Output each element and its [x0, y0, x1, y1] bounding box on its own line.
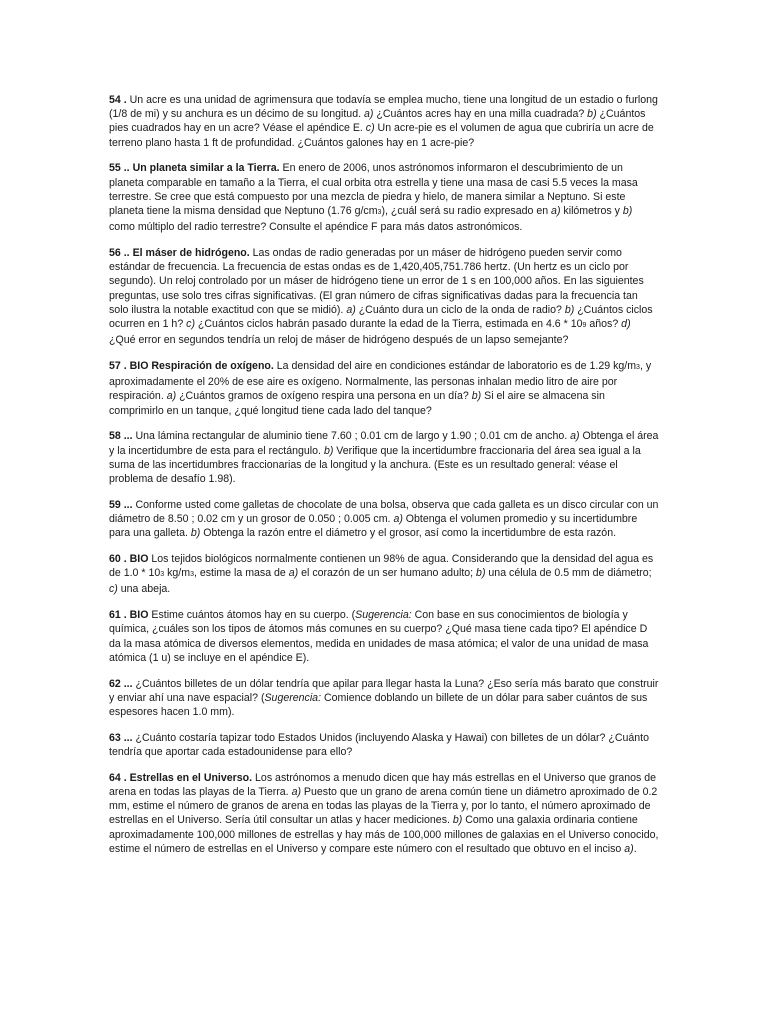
problem-text: . [633, 842, 637, 855]
problem-63 [109, 731, 659, 759]
problem-61 [109, 608, 659, 665]
part-label: c) [109, 583, 118, 596]
problem-text: Comience doblando un billete de un dólar para saber cuántos de sus espesores hacen 1.0 mm). [109, 691, 648, 719]
part-label: a) [393, 513, 403, 526]
problem-text: Verifique que la incertidumbre fraccionaria del área sea igual a la suma de las incertidumbres fraccionarias de la longitud y la anchura. (Este es un resultado general: véase el problema de desafío 1.98). [109, 444, 641, 486]
problem-text: ¿Cuántos gramos de oxígeno respira una persona en un día? [176, 390, 472, 403]
power-exponent: 3 [160, 571, 165, 579]
problem-text: Estime cuántos átomos hay en su cuerpo. ( [148, 609, 356, 622]
problem-title: BIO [126, 553, 149, 566]
part-label: a) [291, 786, 301, 799]
part-label: b) [622, 205, 633, 218]
problem-number: 57 . [109, 360, 127, 373]
problem-text: Conforme usted come galletas de chocolate de una bolsa, observa que cada galleta es un disco circular con un diámetro de 8.50 ; 0.02 cm y un grosor de 0.050 ; 0.005 cm. [109, 498, 659, 526]
part-label: a) [570, 430, 580, 443]
problem-text: En enero de 2006, unos astrónomos informaron el descubrimiento de un planeta comparable en tamaño a la Tierra, el cual orbita otra estrella y tiene una masa de casi 5.5 veces la masa terrestre. Se cree que está compuesto por una mezcla de piedra y hielo, de manera similar a Neptuno. Si este planeta tiene la misma densidad que Neptuno (1.76 g/cm [109, 162, 638, 218]
part-label: a) [346, 303, 356, 316]
problem-number: 62 ... [109, 677, 133, 690]
part-label: b) [190, 527, 201, 540]
problem-text: Obtenga la razón entre el diámetro y el grosor, así como la incertidumbre de esta razón. [200, 527, 617, 540]
problem-number: 59 ... [109, 498, 133, 511]
problem-text: Obtenga el volumen promedio y su incertidumbre para una galleta. [109, 513, 638, 540]
part-label: d) [621, 318, 631, 331]
problem-58 [109, 429, 659, 486]
problem-text: Los astrónomos a menudo dicen que hay más estrellas en el Universo que granos de arena en todas las playas de la Tierra. [109, 771, 657, 799]
problem-text: kg/m [164, 567, 191, 580]
part-label: b) [564, 303, 575, 316]
problem-54 [109, 93, 659, 150]
problem-number: 55 .. [109, 162, 130, 175]
problem-number: 58 ... [109, 430, 133, 443]
problem-text: una abeja. [117, 583, 171, 596]
part-label: b) [323, 444, 334, 457]
problem-57 [109, 359, 659, 418]
problem-56 [109, 246, 659, 347]
problem-text: , estime la masa de [193, 567, 289, 580]
part-label: b) [476, 567, 486, 580]
problem-title: Estrellas en el Universo. [126, 771, 253, 784]
problem-text: Las ondas de radio generadas por un máser de hidrógeno pueden servir como estándar de frecuencia. La frecuencia de estas ondas es de 1,420,405,751.786 hertz. (Un hertz es un ciclo por segundo). Un reloj controlado por un máser de hidrógeno tiene un error de 1 s en 100,000 años. En las siguientes preguntas, use solo tres cifras significativas. (El gran número de cifras significativas dadas para la frecuencia tan solo ilustra la notable exactitud con que se midió). [109, 247, 644, 316]
problem-text: como múltiplo del radio terrestre? Consulte el apéndice F para más datos astronómicos. [109, 221, 523, 234]
problem-text: ¿Cuántos acres hay en una milla cuadrada? [373, 108, 588, 121]
problem-text: Los tejidos biológicos normalmente contienen un 98% de agua. Considerando que la densidad del agua es de 1.0 * 10 [109, 553, 654, 580]
problem-text: Un acre es una unidad de agrimensura que todavía se emplea mucho, tiene una longitud de un estadio o furlong (1/8 de mi) y su anchura es un décimo de su longitud. [109, 94, 658, 121]
problem-text: una célula de 0.5 mm de diámetro; [485, 567, 652, 580]
problem-text: Una lámina rectangular de aluminio tiene 7.60 ; 0.01 cm de largo y 1.90 ; 0.01 cm de ancho. [132, 430, 571, 443]
problem-text: ), ¿cuál será su radio expresado en [381, 205, 552, 218]
problem-text: ¿Cuántos ciclos ocurren en 1 h? [109, 303, 653, 331]
hint-label: Sugerencia: [264, 691, 322, 704]
problem-text: ¿Cuánto dura un ciclo de la onda de radio? [355, 303, 565, 316]
problem-60 [109, 552, 659, 597]
problem-number: 60 . [109, 553, 127, 566]
problem-text: Puesto que un grano de arena común tiene un diámetro aproximado de 0.2 mm, estime el número de granos de arena en todas las playas de la Tierra y, por lo tanto, el número aproximado de estrellas en el Universo. Sería útil consultar un atlas y hacer mediciones. [109, 786, 658, 827]
problem-title: Un planeta similar a la Tierra. [129, 162, 280, 175]
problem-title: El máser de hidrógeno. [129, 247, 250, 260]
problem-64 [109, 771, 659, 856]
problem-text: ¿Qué error en segundos tendría un reloj de máser de hidrógeno después de un lapso semejante? [109, 334, 569, 347]
problem-number: 54 . [109, 94, 127, 106]
problem-55 [109, 161, 659, 234]
problem-title: BIO Respiración de oxígeno. [126, 360, 274, 373]
unit-exponent: 3 [377, 209, 382, 217]
problem-number: 64 . [109, 771, 127, 784]
problem-text: ¿Cuánto costaría tapizar todo Estados Unidos (incluyendo Alaska y Hawai) con billetes de un dólar? ¿Cuánto tendría que aportar cada estadounidense para ello? [109, 731, 649, 759]
problem-number: 56 .. [109, 247, 130, 260]
problem-text: kilómetros y [560, 205, 623, 218]
hint-label: Sugerencia: [355, 609, 412, 622]
problem-number: 61 . [109, 609, 127, 622]
problem-62 [109, 677, 659, 720]
part-label: a) [166, 390, 177, 403]
document-page [109, 93, 659, 868]
part-label: a) [624, 842, 634, 855]
problem-text: años? [586, 318, 622, 331]
unit-exponent: 3 [190, 571, 194, 579]
problem-number: 63 ... [109, 731, 133, 744]
problem-text: Si el aire se almacena sin comprimirlo en un tanque, ¿qué longitud tiene cada lado del tanque? [109, 390, 605, 417]
problem-text: Como una galaxia ordinaria contiene aproximadamente 100,000 millones de estrellas y hay más de 100,000 millones de galaxias en el Universo conocido, estime el número de estrellas en el Universo y compare este número con el resultado que obtuvo en el inciso [109, 814, 659, 855]
part-label: a) [363, 108, 374, 121]
problem-text: el corazón de un ser humano adulto; [298, 567, 477, 580]
part-label: b) [452, 814, 463, 827]
problem-text: ¿Cuántos billetes de un dólar tendría que apilar para llegar hasta la Luna? ¿Eso sería más barato que construir y enviar ahí una nave espacial? ( [109, 677, 659, 704]
problem-title: BIO [126, 609, 149, 622]
part-label: b) [471, 390, 482, 403]
part-label: a) [288, 567, 299, 580]
problem-text: La densidad del aire en condiciones estándar de laboratorio es de 1.29 kg/m [273, 360, 637, 373]
part-label: c) [186, 318, 195, 331]
power-exponent: 9 [582, 322, 587, 330]
part-label: c) [365, 122, 375, 135]
problem-text: ¿Cuántos pies cuadrados hay en un acre? Véase el apéndice E. [109, 108, 646, 135]
problem-text: , y aproximadamente el 20% de ese aire es oxígeno. Normalmente, las personas inhalan medio litro de aire por respiración. [109, 360, 652, 403]
problem-59 [109, 498, 659, 541]
problem-text: Un acre-pie es el volumen de agua que cubriría un acre de terreno plano hasta 1 ft de profundidad. ¿Cuántos galones hay en 1 acre-pie? [109, 122, 654, 149]
unit-exponent: 3 [636, 364, 640, 372]
problem-text: ¿Cuántos ciclos habrán pasado durante la edad de la Tierra, estimada en 4.6 * 10 [194, 318, 583, 331]
part-label: a) [551, 205, 561, 218]
problem-text: Con base en sus conocimientos de biología y química, ¿cuáles son los tipos de átomos más comunes en su cuerpo? ¿Qué masa tiene cada tipo? El apéndice D da la masa atómica de diversos elementos, medida en unidades de masa atómica; el valor de una unidad de masa atómica (1 u) se incluye en el apéndice E). [109, 609, 649, 664]
part-label: b) [587, 108, 597, 121]
problem-text: Obtenga el área y la incertidumbre de esta para el rectángulo. [109, 430, 659, 457]
